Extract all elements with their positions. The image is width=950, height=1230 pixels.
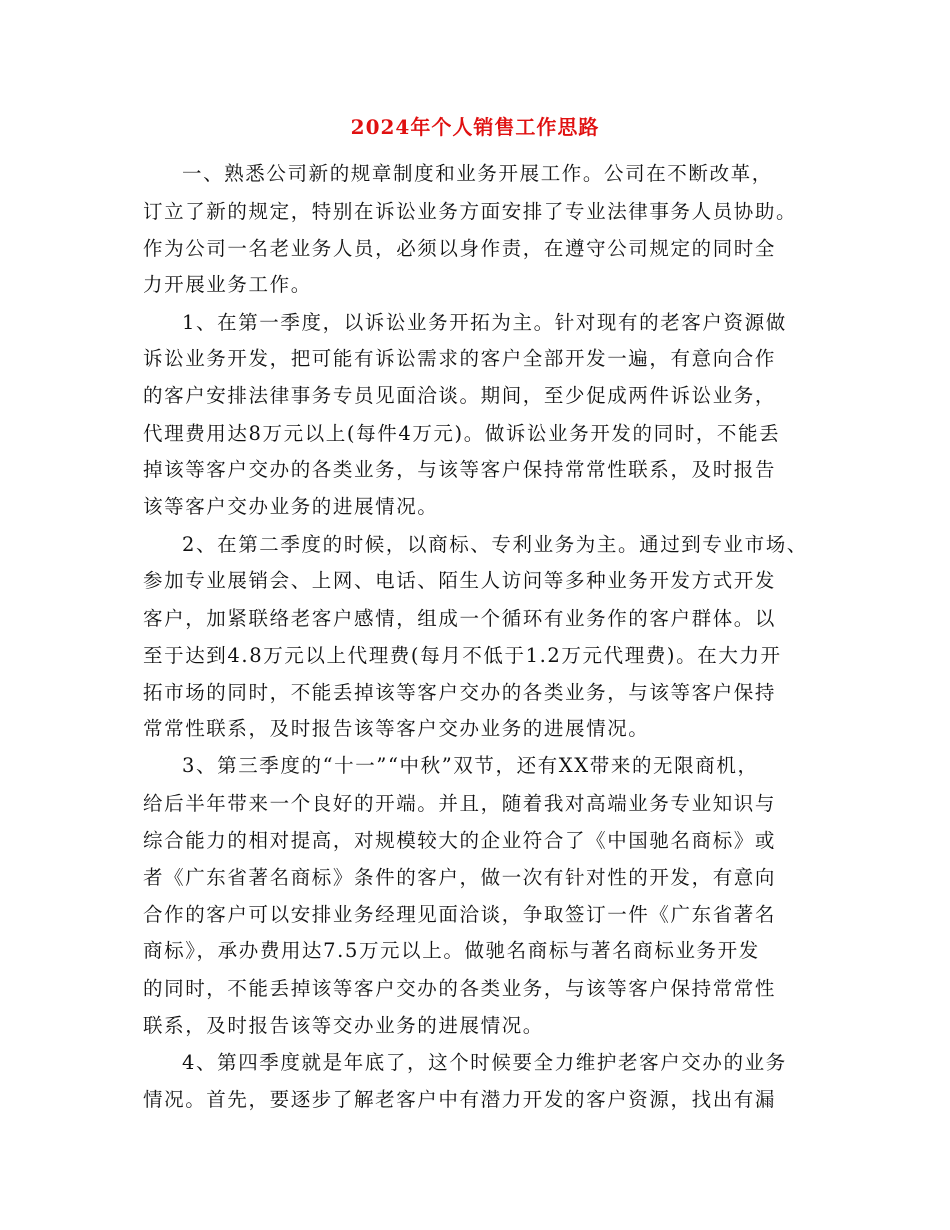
paragraph-line: 2、在第二季度的时候，以商标、专利业务为主。通过到专业市场、 <box>182 533 808 556</box>
paragraph-line: 诉讼业务开发，把可能有诉讼需求的客户全部开发一遍，有意向合作 <box>143 347 777 370</box>
paragraph-line: 联系，及时报告该等交办业务的进展情况。 <box>143 1014 544 1037</box>
paragraph-line: 掉该等客户交办的各类业务，与该等客户保持常常性联系，及时报告 <box>143 458 777 481</box>
paragraph-line: 一、熟悉公司新的规章制度和业务开展工作。公司在不断改革， <box>182 162 773 185</box>
document-title: 2024年个人销售工作思路 <box>350 115 600 139</box>
paragraph-line: 3、第三季度的“十一”“中秋”双节，还有XX带来的无限商机， <box>182 754 759 777</box>
paragraph-line: 给后半年带来一个良好的开端。并且，随着我对高端业务专业知识与 <box>143 792 777 815</box>
paragraph-line: 商标》，承办费用达7.5万元以上。做驰名商标与著名商标业务开发 <box>143 939 760 962</box>
paragraph-line: 的同时，不能丢掉该等客户交办的各类业务，与该等客户保持常常性 <box>143 977 777 1000</box>
paragraph-line: 合作的客户可以安排业务经理见面洽谈，争取签订一件《广东省著名 <box>143 903 777 926</box>
paragraph-line: 参加专业展销会、上网、电话、陌生人访问等多种业务开发方式开发 <box>143 569 777 592</box>
paragraph-line: 者《广东省著名商标》条件的客户，做一次有针对性的开发，有意向 <box>143 866 777 889</box>
paragraph-line: 的客户安排法律事务专员见面洽谈。期间，至少促成两件诉讼业务， <box>143 384 777 407</box>
paragraph-line: 4、第四季度就是年底了，这个时候要全力维护老客户交办的业务 <box>182 1051 787 1074</box>
paragraph-line: 情况。首先，要逐步了解老客户中有潜力开发的客户资源，找出有漏 <box>143 1088 777 1111</box>
paragraph-line: 至于达到4.8万元以上代理费(每月不低于1.2万元代理费)。在大力开 <box>143 644 782 667</box>
paragraph-line: 代理费用达8万元以上(每件4万元)。做诉讼业务开发的同时，不能丢 <box>143 422 781 445</box>
paragraph-line: 该等客户交办业务的进展情况。 <box>143 495 439 518</box>
paragraph-line: 综合能力的相对提高，对规模较大的企业符合了《中国驰名商标》或 <box>143 829 777 852</box>
paragraph-line: 拓市场的同时，不能丢掉该等客户交办的各类业务，与该等客户保持 <box>143 681 777 704</box>
paragraph-line: 力开展业务工作。 <box>143 273 312 296</box>
paragraph-line: 1、在第一季度，以诉讼业务开拓为主。针对现有的老客户资源做 <box>182 311 787 334</box>
paragraph-line: 作为公司一名老业务人员，必须以身作责，在遵守公司规定的同时全 <box>143 237 777 260</box>
paragraph-line: 客户，加紧联络老客户感情，组成一个循环有业务作的客户群体。以 <box>143 607 777 630</box>
paragraph-line: 订立了新的规定，特别在诉讼业务方面安排了专业法律事务人员协助。 <box>143 200 798 223</box>
paragraph-line: 常常性联系，及时报告该等客户交办业务的进展情况。 <box>143 717 650 740</box>
